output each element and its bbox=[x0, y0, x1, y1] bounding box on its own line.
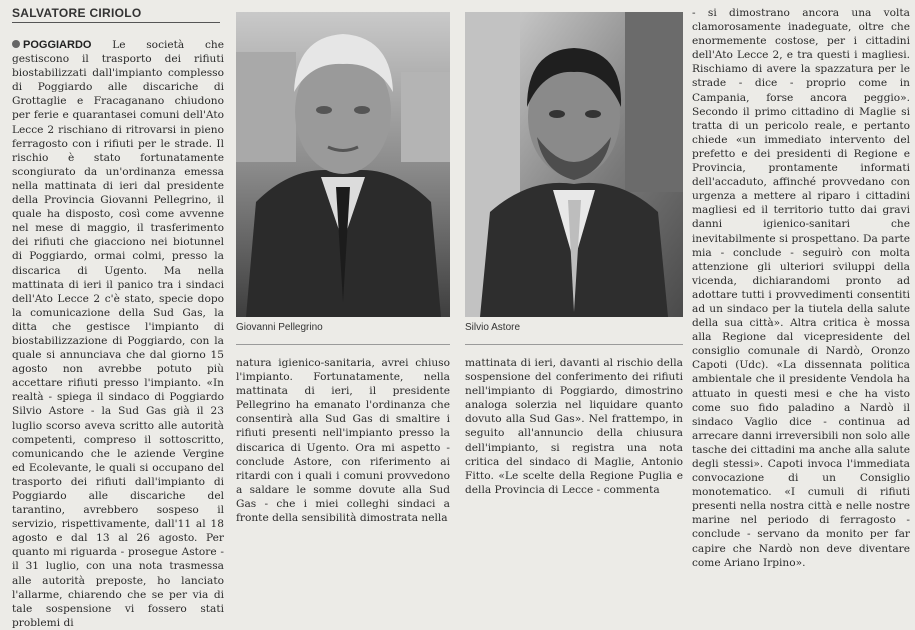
article-column-2 bbox=[236, 356, 450, 525]
column-4-text: - si dimostrano ancora una volta clamorosamente inadeguate, oltre che enormemente costose, per i cittadini dell'Ato Lecce 2, e tra questi i magliesi. Rischiamo di avere la spazzatura per le strade - dice - proprio come in Campania, forse ancora peggio». Secondo il primo cittadino di Maglie si tratta di un pericolo reale, e pertanto chiede «un immediato intervento del prefetto e dei presidenti di Regione e Provincia, prontamente informati dell'accaduto, affinché provvedano con urgenza a mettere al riparo i cittadini magliesi ed il territorio tutto dai gravi danni igienico-sanitari che inevitabilmente si prospettano. Da parte mia - conclude - seguirò con molta attenzione gli ulteriori sviluppi della vicenda, dichiarandomi pronto ad adottare tutti i provvedimenti consentiti ad un sindaco per la tiutela della salute della sua città». Altra critica è mossa alla Regione dal vicepresidente del consiglio comunale di Nardò, Oronzo Capoti (Udc). «La dissennata politica ambientale che il presidente Vendola ha attuato in questi mesi e che ha visto come suo fido paladino a Nardò il sindaco Vaglio dice - continua ad arrecare danni irreversibili non solo alle tasche dei cittadini ma anche alla salute degli stessi». Capoti invoca l'immediata convocazione di un Consiglio monotematico. «I cumuli di rifiuti presenti nella nostra città e nelle nostre marine nel periodo di ferragosto - conclude - servano da monito per far capire che Nardò non deve diventare come Ariano Irpino». bbox=[692, 7, 910, 569]
column-1-text: Le società che gestiscono il trasporto dei rifiuti biostabilizzati dall'impianto complesso di Poggiardo alle discariche di Grottaglie e Fracaganano chiudono per ferie e quarantasei comuni dell'Ato Lecce 2 rischiano di ritrovarsi in pieno ferragosto con i rifiuti per le strade. Il rischio è stato fortunatamente scongiurato da un'ordinanza emessa nella mattinata di ieri dal presidente della Provincia Giovanni Pellegrino, il quale ha disposto, così come avvenne nel mese di maggio, il trasferimento dei rifiuti che giacciono nei biotunnel di Poggiardo, ormai colmi, presso la discarica di Ugento. Ma nella mattinata di ieri il panico tra i sindaci dell'Ato Lecce 2 c'è stato, specie dopo la comunicazione della Sud Gas, la ditta che gestisce l'impianto di biostabilizzazione di Poggiardo, con la quale si annunciava che dal giorno 15 agosto non avrebbe potuto più accettare rifiuti presso l'impianto. «In realtà - spiega il sindaco di Poggiardo Silvio Astore - la Sud Gas già il 23 luglio scorso aveva scritto alle autorità competenti, compreso il sottoscritto, comunicando che le aziende Vergine ed Ecolevante, le quali si occupano del trasporto dei rifiuti dall'impianto di Poggiardo alle discariche del tarantino, avrebbero sospeso il servizio, rispettivamente, dall'11 al 18 agosto e dal 13 al 26 agosto. Per quanto mi riguarda - prosegue Astore - il 31 luglio, con una nota trasmessa alle autorità preposte, ho lanciato l'allarme, chiarendo che se per via di tale sospensione vi fossero stati problemi di bbox=[12, 39, 224, 629]
column-divider bbox=[236, 344, 450, 345]
article-column-1 bbox=[12, 38, 224, 629]
article-column-3 bbox=[465, 356, 683, 498]
column-2-text: natura igienico-sanitaria, avrei chiuso l'impianto. Fortunatamente, nella mattinata di ieri, il presidente Pellegrino ha emanato l'ordinanza che consentirà alla Sud Gas di smaltire i rifiuti presenti nell'impianto presso la discarica di Ugento. Ora mi aspetto - conclude Astore, con riferimento ai ritardi con i quali i comuni provvedono a saldare le somme dovute alla Sud Gas - che i miei colleghi sindaci a fronte della sensibilità dimostrata nella bbox=[236, 357, 450, 525]
photo-giovanni-pellegrino bbox=[236, 12, 450, 317]
column-3-text: mattinata di ieri, davanti al rischio della sospensione del conferimento dei rifiuti nell'impianto di Poggiardo, dimostrino analoga solerzia nel liquidare quanto dovuto alla Sud Gas». Nel frattempo, in seguito all'annuncio della chiusura dell'impianto, si registra una nota critica del sindaco di Maglie, Antonio Fitto. «Le scelte della Regione Puglia e della Provincia di Lecce - commenta bbox=[465, 357, 683, 496]
portrait-photo-icon bbox=[236, 12, 450, 317]
photo-silvio-astore bbox=[465, 12, 683, 317]
article-column-4 bbox=[692, 6, 910, 569]
author-byline: SALVATORE CIRIOLO bbox=[12, 6, 220, 23]
column-divider bbox=[465, 344, 683, 345]
bullet-icon bbox=[12, 40, 20, 48]
portrait-photo-icon bbox=[465, 12, 683, 317]
location-kicker: POGGIARDO bbox=[23, 39, 92, 51]
photo-caption-astore: Silvio Astore bbox=[465, 322, 521, 333]
photo-caption-pellegrino: Giovanni Pellegrino bbox=[236, 322, 323, 333]
